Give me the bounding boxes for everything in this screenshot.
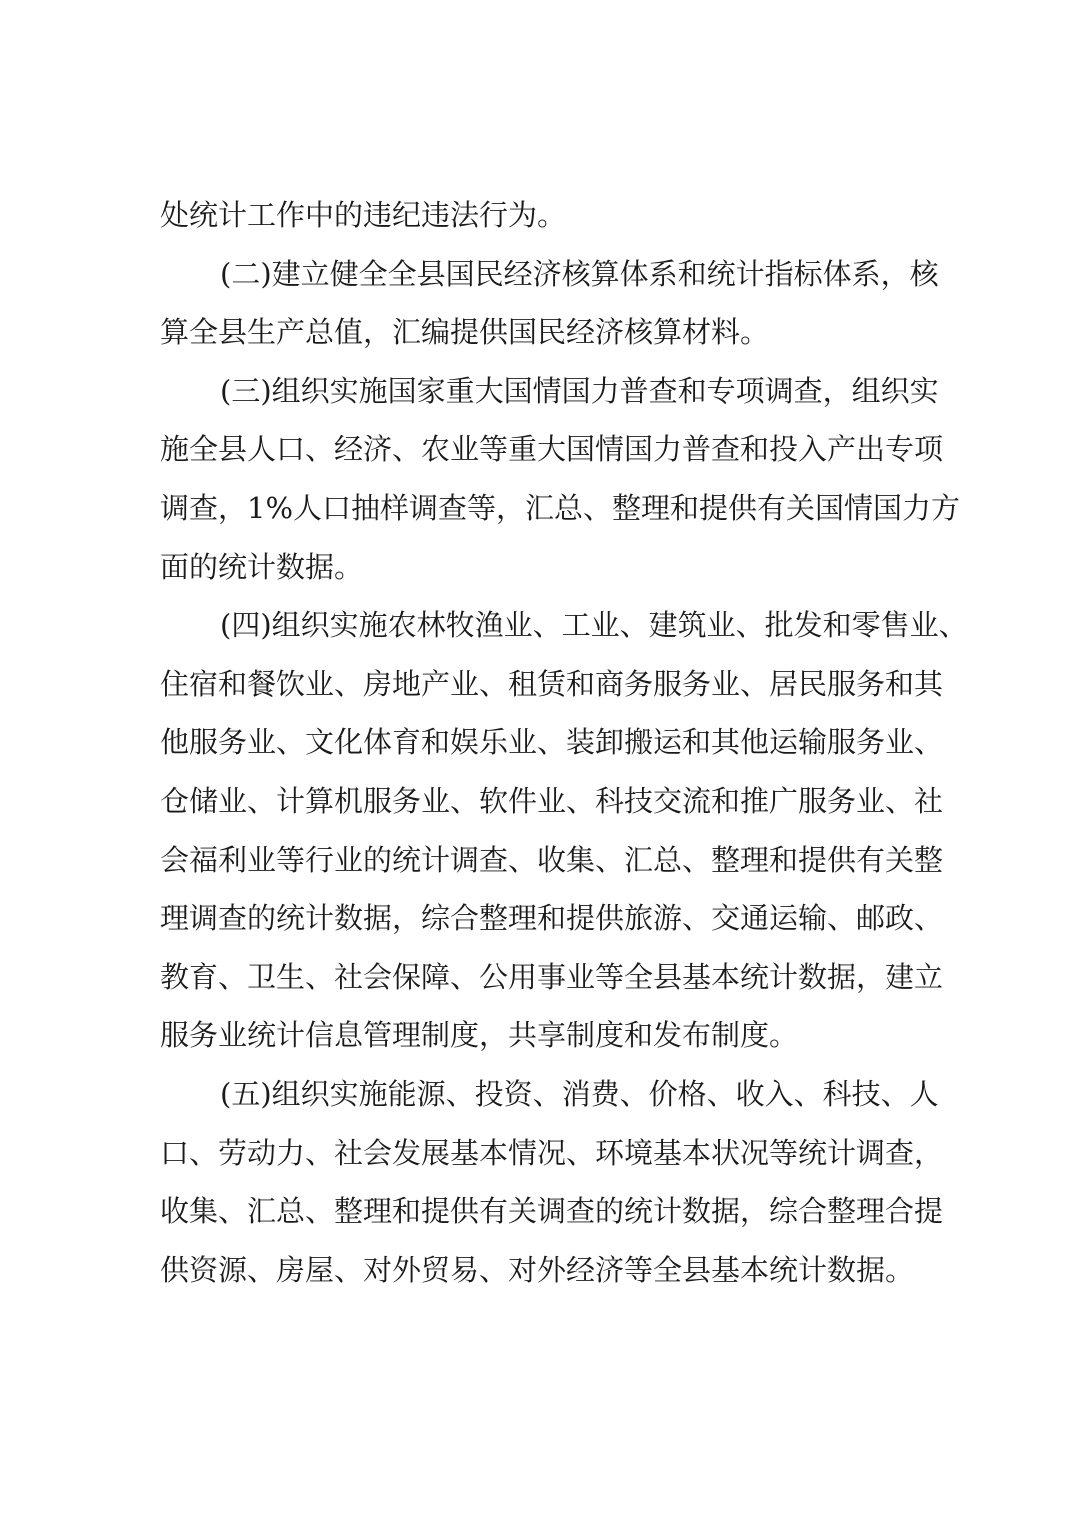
text-line: (四)组织实施农林牧渔业、工业、建筑业、批发和零售业、 (220, 608, 968, 643)
text-line: 会福利业等行业的统计调查、收集、汇总、整理和提供有关整 (160, 842, 944, 877)
text-line: 处统计工作中的违纪违法行为。 (160, 198, 567, 232)
text-line: (三)组织实施国家重大国情国力普查和专项调查，组织实 (220, 373, 939, 408)
text-line: (五)组织实施能源、投资、消费、价格、收入、科技、人 (220, 1076, 939, 1111)
text-line: (二)建立健全全县国民经济核算体系和统计指标体系，核 (220, 256, 939, 291)
text-line: 收集、汇总、整理和提供有关调查的统计数据，综合整理合提 (160, 1194, 944, 1229)
text-line: 仓储业、计算机服务业、软件业、科技交流和推广服务业、社 (160, 783, 944, 818)
text-line: 口、劳动力、社会发展基本情况、环境基本状况等统计调查， (160, 1135, 944, 1170)
text-line: 调查，1%人口抽样调查等，汇总、整理和提供有关国情国力方 (160, 490, 961, 525)
text-line: 算全县生产总值，汇编提供国民经济核算材料。 (160, 315, 770, 350)
text-line: 服务业统计信息管理制度，共享制度和发布制度。 (160, 1018, 799, 1053)
document-body (160, 186, 968, 1299)
text-line: 他服务业、文化体育和娱乐业、装卸搬运和其他运输服务业、 (160, 725, 944, 760)
text-line: 施全县人口、经济、农业等重大国情国力普查和投入产出专项 (160, 432, 944, 467)
text-line: 教育、卫生、社会保障、公用事业等全县基本统计数据，建立 (160, 959, 944, 994)
text-line: 住宿和餐饮业、房地产业、租赁和商务服务业、居民服务和其 (160, 666, 944, 701)
text-line: 供资源、房屋、对外贸易、对外经济等全县基本统计数据。 (160, 1252, 915, 1287)
text-line: 理调查的统计数据，综合整理和提供旅游、交通运输、邮政、 (160, 901, 944, 936)
text-line: 面的统计数据。 (160, 549, 364, 584)
